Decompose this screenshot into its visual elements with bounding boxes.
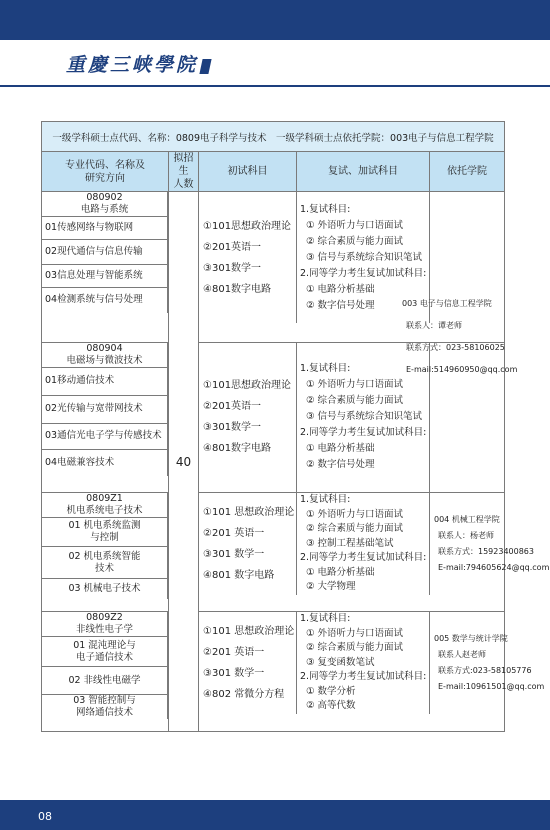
quota-cell: 40 [169, 192, 199, 732]
footer-bar [0, 800, 550, 830]
logo-mark-icon [199, 59, 211, 74]
exam-subjects: ①101思想政治理论 ②201英语一 ③301数学一 ④801数字电路 [199, 192, 297, 323]
school-email: E-mail:794605624@qq.com [438, 562, 550, 572]
research-direction: 01传感网络与物联网 [42, 217, 167, 240]
top-color-bar [0, 0, 550, 40]
subjects-cell [199, 493, 550, 612]
exam-subjects: ①101 思想政治理论 ②201 英语一 ③301 数学一 ④801 数字电路 [199, 493, 297, 595]
school-contact: 联系人赵老师 [438, 649, 486, 659]
research-direction: 04电磁兼容技术 [45, 457, 115, 469]
research-direction: 03 智能控制与 网络通信技术 [73, 695, 136, 719]
header-school: 依托学院 [430, 152, 505, 192]
major-cell [42, 493, 169, 612]
university-logo-text: 重慶三峡學院 [66, 54, 199, 76]
major-cell [42, 192, 169, 343]
retest-subjects: 1.复试科目: ① 外语听力与口语面试 ② 综合素质与能力面试 ③ 信号与系统综合知识笔试 2.同等学力考生复试加试科目: ① 电路分析基础 ② 数字信号处理 [297, 192, 430, 323]
research-direction: 04检测系统与信号处理 [45, 294, 143, 306]
school-contact: 联系人：谭老师 [406, 321, 462, 330]
school-name: 004 机械工程学院 [434, 514, 500, 524]
school-info [430, 493, 549, 595]
research-direction: 03 机械电子技术 [68, 582, 141, 594]
major-title: 0809Z2 非线性电子学 [42, 612, 167, 637]
school-phone: 联系方式:023-58105776 [438, 665, 532, 675]
retest-subjects: 1.复试科目: ① 外语听力与口语面试 ② 综合素质与能力面试 ③ 信号与系统综合知识笔试 2.同等学力考生复试加试科目: ① 电路分析基础 ② 数字信号处理 [297, 342, 430, 492]
research-direction: 02光传输与宽带网 技术 [42, 396, 167, 424]
research-direction: 01 机电系统监测 与控制 [42, 518, 167, 547]
header-rule [0, 85, 550, 87]
table-header-row [42, 152, 505, 192]
major-cell [42, 612, 169, 732]
table-row [42, 493, 505, 612]
school-info-ee [400, 187, 518, 487]
table-row [42, 612, 505, 732]
school-name: 005 数学与统计学院 [434, 633, 508, 643]
major-cell [42, 342, 169, 493]
header-retest: 复试、加试科目 [297, 152, 430, 192]
major-title: 080902 电路与系统 [42, 192, 167, 217]
retest-subjects: 1.复试科目: ① 外语听力与口语面试 ② 综合素质与能力面试 ③ 复变函数笔试 2.同等学力考生复试加试科目: ① 数学分析 ② 高等代数 [297, 612, 430, 714]
major-title: 0809Z1 机电系统电子技术 [42, 493, 167, 518]
research-direction: 02 非线性电磁学 [42, 667, 167, 695]
retest-subjects: 1.复试科目: ① 外语听力与口语面试 ② 综合素质与能力面试 ③ 控制工程基础笔试 2.同等学力考生复试加试科目: ① 电路分析基础 ② 大学物理 [297, 493, 430, 595]
school-phone: 联系方式：15923400863 [438, 546, 534, 556]
school-contact: 联系人：杨老师 [438, 530, 494, 540]
research-direction: 03信息处理与智能系统 [42, 265, 167, 288]
school-info [430, 612, 544, 714]
header-major: 专业代码、名称及 研究方向 [42, 152, 169, 192]
research-direction: 02现代通信与信息传输 [42, 240, 167, 264]
research-direction: 01 混沌理论与 电子通信技术 [42, 637, 167, 667]
table-banner: 一级学科硕士点代码、名称：0809电子科学与技术 一级学科硕士点依托学院：003电子与信息工程学院 [42, 122, 505, 152]
school-email: E-mail:10961501@qq.com [438, 681, 545, 691]
exam-subjects: ①101 思想政治理论 ②201 英语一 ③301 数学一 ④802 常微分方程 [199, 612, 297, 714]
header-quota: 拟招生 人数 [169, 152, 199, 192]
exam-subjects: ①101思想政治理论 ②201英语一 ③301数学一 ④801数字电路 [199, 342, 297, 492]
research-direction: 02 机电系统智能 技术 [42, 547, 167, 578]
school-name: 003 电子与信息工程学院 [402, 299, 492, 308]
major-title: 080904 电磁场与微波技术 [42, 343, 167, 368]
research-direction: 01移动通信技术 [42, 368, 167, 397]
subjects-cell [199, 612, 545, 732]
header-exam: 初试科目 [199, 152, 297, 192]
page-number: 08 [38, 810, 52, 823]
school-phone: 联系方式：023-58106025 [406, 343, 505, 352]
school-email: E-mail:514960950@qq.com [406, 365, 518, 374]
research-direction: 03通信光电子学 与传感技术 [42, 424, 167, 450]
